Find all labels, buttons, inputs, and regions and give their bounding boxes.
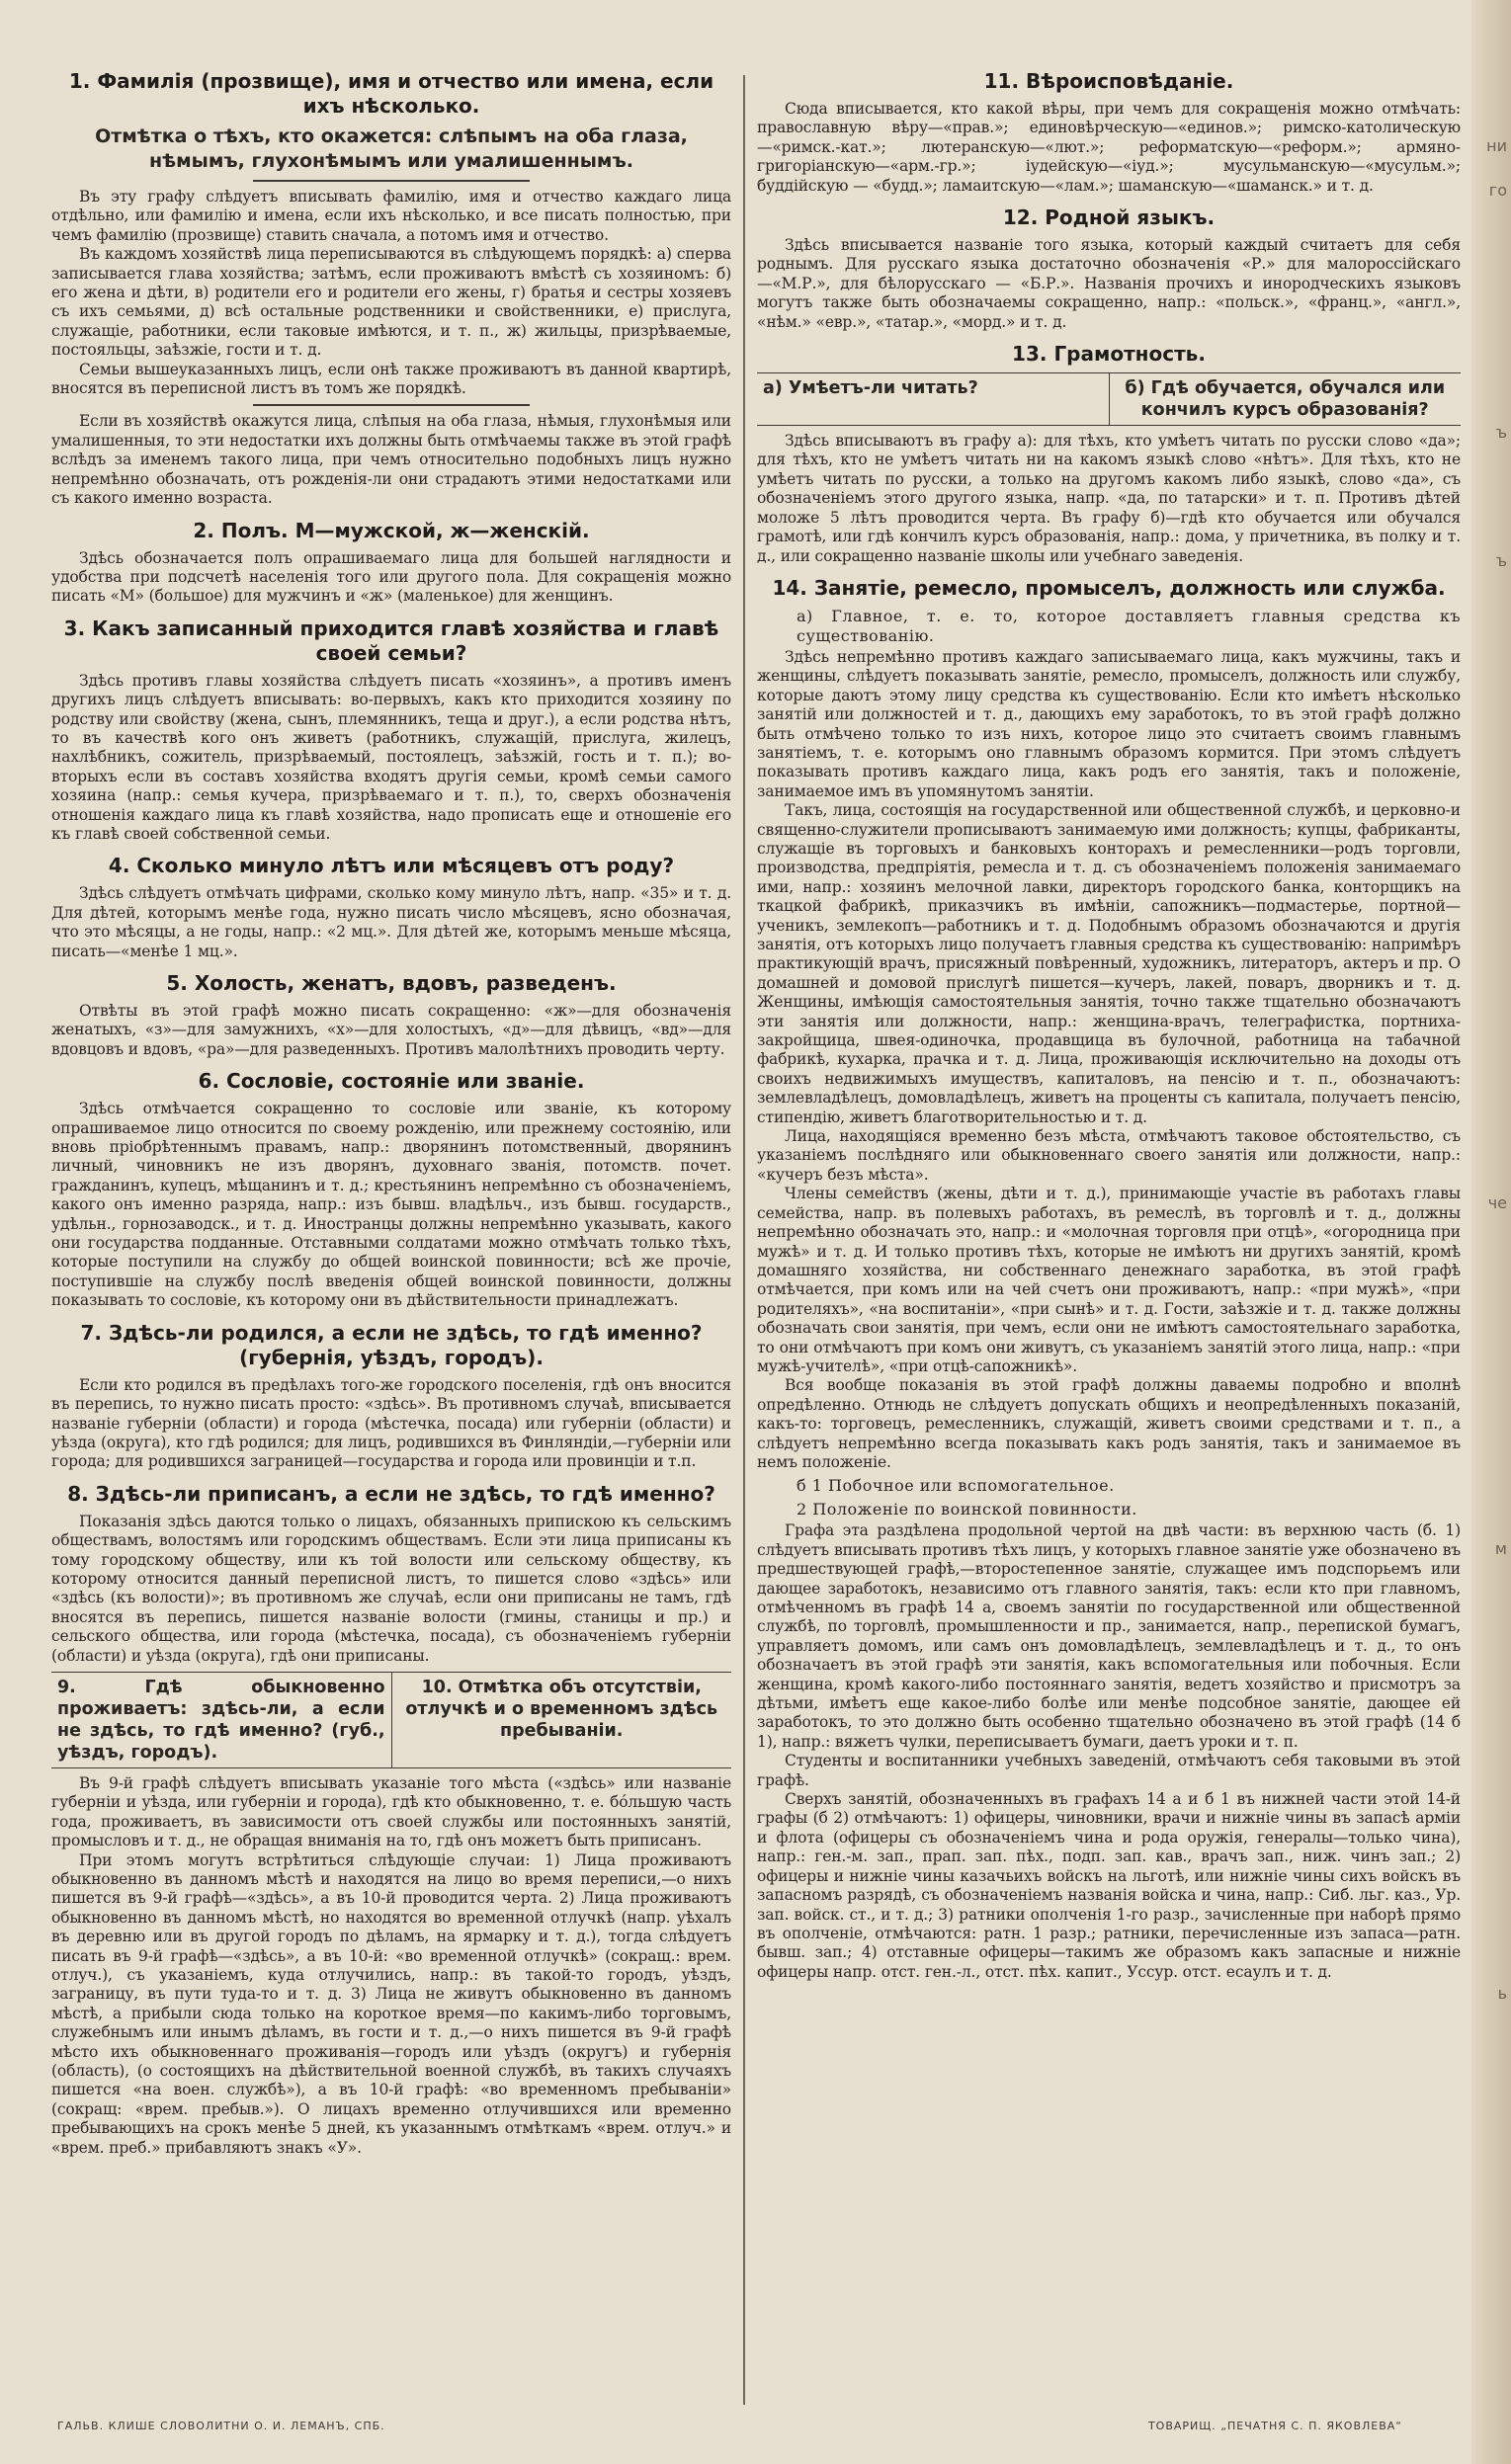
paragraph: Сверхъ занятій, обозначенныхъ въ графахъ 14 а и б 1 въ нижней части этой 14-й графы (б 2) отмѣчаютъ: 1) офицеры, чиновники, врачи и нижніе чины въ запасѣ арміи и флота (офицеры съ обозначеніемъ чина и рода оружія, генералы—только чина), напр.: ген.-м. зап., прап. зап. пѣх., подп. зап. кав., врачъ зап., ниж. чинъ зап.; 2) офицеры и нижніе чины казачьихъ войскъ на льготѣ, или нижніе чины сихъ войскъ въ запасномъ разрядѣ, съ обозначеніемъ названія войска и чина, напр.: Сиб. льг. каз., Ур. зап. войск. ст., и т. д.; 3) ратники ополченія 1-го разр., зачисленные при наборѣ прямо въ ополченіе, отмѣчаются: ратн. 1 разр.; ратники, перечисленные изъ запаса—ратн. бывш. зап.; 4) отставные офицеры—такимъ же образомъ какъ запасные и нижніе офицеры напр. отст. ген.-л., отст. пѣх. капит., Уссур. отст. есаулъ и т. д. xyxy=(757,1790,1461,1981)
paragraph: Вся вообще показанія въ этой графѣ должны даваемы подробно и вполнѣ опредѣленно. Отнюдь не слѣдуетъ допускать общихъ и неопредѣленныхъ показаній, какъ-то: торговецъ, ремесленникъ, служащій, живетъ своими средствами и т. п., а слѣдуетъ непремѣнно всегда показывать какъ родъ занятія, такъ и занимаемое въ немъ положеніе. xyxy=(757,1376,1461,1471)
section-14b2-subtitle: 2 Положеніе по воинской повинности. xyxy=(797,1500,1137,1519)
section-4-title: 4. Сколько минуло лѣтъ или мѣсяцевъ отъ роду? xyxy=(108,854,675,878)
section-9-10-header xyxy=(51,1672,731,1768)
margin-fragment: че xyxy=(1487,1193,1507,1212)
section-9-title: 9. Гдѣ обыкновенно проживаетъ: здѣсь-ли, а если не здѣсь, то гдѣ именно? (губ., уѣздъ, городъ). xyxy=(57,1677,385,1763)
paragraph: Здѣсь противъ главы хозяйства слѣдуетъ писать «хозяинъ», а противъ именъ другихъ лицъ слѣдуетъ вписывать: во-первыхъ, какъ кто приходится хозяину по родству или свойству (жена, сынъ, племянникъ, теща и друг.), а если родства нѣтъ, то въ качествѣ кого онъ живетъ (работникъ, служащій, прислуга, жилецъ, нахлѣбникъ, сожитель, призрѣваемый, постоялецъ, заѣзжій, гость и т. п.); во-вторыхъ если въ составъ хозяйства входятъ другія семьи, кромѣ семьи самого хозяина (напр.: семья кучера, призрѣваемаго и т. п.), то, сверхъ обозначенія отношенія каждаго лица къ главѣ хозяйства, надо прописать еще и отношеніе его къ главѣ своей собственной семьи. xyxy=(51,671,731,843)
section-13-title: 13. Грамотность. xyxy=(1012,342,1206,367)
section-7-title: 7. Здѣсь-ли родился, а если не здѣсь, то гдѣ именно? (губернія, уѣздъ, городъ). xyxy=(80,1320,703,1369)
paragraph: Семьи вышеуказанныхъ лицъ, если онѣ также проживаютъ въ данной квартирѣ, вносятся въ переписной листъ въ томъ же порядкѣ. xyxy=(51,360,731,398)
left-column xyxy=(51,69,731,2411)
paragraph: Показанія здѣсь даются только о лицахъ, обязанныхъ припискою къ сельскимъ обществамъ, волостямъ или городскимъ обществамъ. Если эти лица приписаны къ тому городскому обществу, или къ той волости или сельскому обществу, къ которому относится данный переписной листъ, то пишется слово «здѣсь» или «здѣсь (къ волости)»; въ противномъ же случаѣ, если они приписаны не тамъ, гдѣ вносятся въ перепись, пишется названіе волости (гмины, станицы и пр.) и сельского общества, или города (мѣстечка, посада), съ обозначеніемъ губерніи (области) и уѣзда (округа), гдѣ они приписаны. xyxy=(51,1512,731,1665)
rule xyxy=(253,180,530,182)
paragraph: Сюда вписывается, кто какой вѣры, при чемъ для сокращенія можно отмѣчать: православную вѣру—«прав.»; единовѣрческую—«единов.»; римско-католическую—«римск.-кат.»; лютеранскую—«лют.»; реформатскую—«реформ.»; армяно-григоріанскую—«арм.-гр.»; іудейскую—«іуд.»; мусульманскую—«мусульм.»; буддійскую — «будд.»; ламаитскую—«лам.»; шаманскую—«шаманск.» и т. д. xyxy=(757,100,1461,195)
paragraph: Здѣсь непремѣнно противъ каждаго записываемаго лица, какъ мужчины, такъ и женщины, слѣдуетъ показывать занятіе, ремесло, промыселъ, должность или службу, которые даютъ этому лицу средства къ существованію. Если кто имѣетъ нѣсколько занятій или должностей и т. д., дающихъ ему заработокъ, то въ этой графѣ должно быть отмѣчено только то изъ нихъ, которое лицо это считаетъ своимъ главнымъ занятіемъ, т. е. которымъ оно главнымъ образомъ кормится. При этомъ слѣдуетъ показывать противъ каждаго лица, какъ родъ его занятія, такъ и положеніе, занимаемое имъ въ упомянутомъ занятіи. xyxy=(757,647,1461,800)
section-8-title: 8. Здѣсь-ли приписанъ, а если не здѣсь, то гдѣ именно? xyxy=(67,1481,715,1506)
paragraph: Отвѣты въ этой графѣ можно писать сокращенно: «ж»—для обозначенія женатыхъ, «з»—для замужнихъ, «х»—для холостыхъ, «д»—для дѣвицъ, «вд»—для вдовцовъ и вдовъ, «ра»—для разведенныхъ. Противъ малолѣтнихъ проводить черту. xyxy=(51,1002,731,1058)
section-5-title: 5. Холость, женатъ, вдовъ, разведенъ. xyxy=(166,971,617,995)
section-13a-title: а) Умѣетъ-ли читать? xyxy=(763,378,978,399)
column-divider xyxy=(743,75,745,2405)
section-6-title: 6. Сословіе, состояніе или званіе. xyxy=(198,1069,585,1094)
paragraph: Здѣсь вписывается названіе того языка, который каждый считаетъ для себя роднымъ. Для русскаго языка достаточно обозначенія «Р.» для малороссійскаго—«М.Р.», для бѣлорусскаго — «Б.Р.». Названія прочихъ и инородческихъ языковъ могутъ также быть обозначаемы сокращенно, напр.: «польск.», «франц.», «англ.», «нѣм.» «евр.», «татар.», «морд.» и т. д. xyxy=(757,236,1461,331)
paragraph: Если въ хозяйствѣ окажутся лица, слѣпыя на оба глаза, нѣмыя, глухонѣмыя или умалишенныя, то эти недостатки ихъ должны быть отмѣчаемы также въ этой графѣ вслѣдъ за именемъ такого лица, при чемъ относительно подобныхъ лицъ нужно непремѣнно обозначать, отъ рожденія-ли они страдаютъ этими недостатками или съ какого именно возраста. xyxy=(51,412,731,508)
paragraph: Въ каждомъ хозяйствѣ лица переписываются въ слѣдующемъ порядкѣ: а) сперва записывается глава хозяйства; затѣмъ, если проживаютъ вмѣстѣ съ хозяиномъ: б) его жена и дѣти, в) родители его и родители его жены, г) братья и сестры хозяевъ съ ихъ семьями, д) всѣ остальные родственники и свойственники, е) прислуга, служащіе, работники, если таковые имѣются, и т. п., ж) жильцы, призрѣваемые, постояльцы, заѣзжіе, гости и т. д. xyxy=(51,245,731,360)
section-11-title: 11. Вѣроисповѣданіе. xyxy=(983,69,1234,93)
margin-fragment: м xyxy=(1494,1539,1507,1558)
paragraph: Въ эту графу слѣдуетъ вписывать фамилію, имя и отчество каждаго лица отдѣльно, или фамилію и имена, если ихъ нѣсколько, и все писать полностью, при чемъ фамилію (прозвище) ставить сначала, а потомъ имя и отчество. xyxy=(51,188,731,244)
margin-fragment: ъ xyxy=(1495,551,1507,570)
section-1-title: 1. Фамилія (прозвище), имя и отчество или имена, если ихъ нѣсколько. xyxy=(68,69,714,118)
printer-credit-right: ТОВАРИЩ. „ПЕЧАТНЯ С. П. ЯКОВЛЕВА“ xyxy=(1147,2420,1402,2432)
section-14a-subtitle: а) Главное, т. е. то, которое доставляетъ главныя средства къ существованію. xyxy=(797,606,1461,645)
margin-fragment: ни xyxy=(1486,136,1507,155)
paragraph: Здѣсь слѣдуетъ отмѣчать цифрами, сколько кому минуло лѣтъ, напр. «35» и т. д. Для дѣтей, которымъ менѣе года, нужно писать число мѣсяцевъ, ясно обозначая, что это мѣсяцы, а не годы, напр.: «2 мц.». Для дѣтей же, которымъ меньше мѣсяца, писать—«менѣе 1 мц.». xyxy=(51,884,731,960)
paragraph: Лица, находящіяся временно безъ мѣста, отмѣчаютъ таковое обстоятельство, съ указаніемъ послѣдняго или обыкновеннаго своего занятія или должности, напр.: «кучеръ безъ мѣста». xyxy=(757,1127,1461,1184)
paragraph: Члены семействъ (жены, дѣти и т. д.), принимающіе участіе въ работахъ главы семейства, напр. въ полевыхъ работахъ, въ ремеслѣ, въ торговлѣ и т. д., должны непремѣнно обозначать это, напр.: и «молочная торговля при отцѣ», «огородница при мужѣ» и т. д. И только противъ тѣхъ, которые не имѣютъ ни другихъ занятій, кромѣ домашняго хозяйства, ни собственнаго денежнаго заработка, въ этой графѣ отмѣчается, при комъ или на чей счетъ они проживаютъ, напр.: «при мужѣ», «при родителяхъ», «на воспитаніи», «при сынѣ» и т. д. Гости, заѣзжіе и т. д. также должны обозначать свои занятія, при чемъ, если они не имѣютъ самостоятельнаго заработка, то они отмѣчаютъ при комъ они живутъ, съ указаніемъ занятій этого лица, напр.: «при мужѣ-учителѣ», «при отцѣ-сапожникѣ». xyxy=(757,1185,1461,1375)
section-13-header xyxy=(757,372,1461,426)
page-edge xyxy=(1471,0,1511,2464)
paragraph: Здѣсь обозначается полъ опрашиваемаго лица для большей наглядности и удобства при подсчетѣ населенія того или другого пола. Для сокращенія можно писать «М» (большое) для мужчинъ и «ж» (маленькое) для женщинъ. xyxy=(51,548,731,606)
printer-credit-left: ГАЛЬВ. КЛИШЕ СЛОВОЛИТНИ О. И. ЛЕМАНЪ, СПБ. xyxy=(57,2420,385,2432)
margin-fragment: ъ xyxy=(1495,423,1507,442)
section-3-title: 3. Какъ записанный приходится главѣ хозяйства и главѣ своей семьи? xyxy=(63,616,719,665)
paragraph: Здѣсь отмѣчается сокращенно то сословіе или званіе, къ которому опрашиваемое лицо относится по своему рожденію, или прежнему состоянію, или вновь пріобрѣтеннымъ правамъ, напр.: дворянинъ потомственный, дворянинъ личный, чиновникъ не изъ дворянъ, духовнаго званія, потомств. почет. гражданинъ, купецъ, мѣщанинъ и т. д.; крестьянинъ непремѣнно съ обозначеніемъ, какого онъ именно разряда, напр.: изъ бывш. владѣльч., изъ бывш. государств., удѣльн., горнозаводск., и т. д. Иностранцы должны непремѣнно указывать, какого они государства подданные. Отставными солдатами можно отмѣчать только тѣхъ, которые поступили на службу до общей воинской повинности; всѣ же прочіе, поступившіе на службу послѣ введенія общей воинской повинности, должны показывать то сословіе, къ которому они въ дѣйствительности принадлежатъ. xyxy=(51,1100,731,1310)
paragraph: Такъ, лица, состоящія на государственной или общественной службѣ, и церковно-и священно-служители прописываютъ занимаемую ими должность; купцы, фабриканты, служащіе въ торговыхъ и банковыхъ конторахъ и ремесленники—родъ торговли, производства, предпріятія, ремесла и т. д. съ обозначеніемъ положенія занимаемаго ими, напр.: хозяинъ мелочной лавки, директоръ городского банка, конторщикъ на ткацкой фабрикѣ, приказчикъ въ имѣніи, сапожникъ—подмастерье, портной—ученикъ, землекопъ—работникъ и т. д. Подобнымъ образомъ обозначаются и другія занятія, отъ которыхъ лицо получаетъ главныя средства къ существованію: напримѣръ практикующій врачъ, присяжный повѣренный, художникъ, литераторъ, актеръ и пр. О домашней и домовой прислугѣ пишется—кучеръ, лакей, поваръ, дворникъ и т. д. Женщины, имѣющія самостоятельныя занятія, точно также тщательно обозначаютъ эти занятія или должности, напр.: женщина-врачъ, телеграфистка, портниха-закройщица, швея-одиночка, продавщица въ булочной, работница на табачной фабрикѣ, кухарка, прачка и т. д. Лица, проживающія исключительно на доходы отъ своихъ недвижимыхъ имуществъ, капиталовъ, на пенсію и т. п., обозначаютъ: землевладѣлецъ, домовладѣлецъ, живетъ на проценты съ капитала, получаетъ пенсію, стипендію, живетъ благотворительностью и т. д. xyxy=(757,801,1461,1126)
section-14b1-subtitle: б 1 Побочное или вспомогательное. xyxy=(797,1476,1115,1496)
margin-fragment: ь xyxy=(1497,1984,1507,2003)
section-13b-title: б) Гдѣ обучается, обучался или кончилъ курсъ образованія? xyxy=(1109,373,1462,425)
rule xyxy=(253,404,530,406)
section-10-title: 10. Отмѣтка объ отсутствіи, отлучкѣ и о временномъ здѣсь пребываніи. xyxy=(391,1673,732,1767)
paragraph: При этомъ могутъ встрѣтиться слѣдующіе случаи: 1) Лица проживаютъ обыкновенно въ данномъ мѣстѣ и находятся на лицо во время переписи,—о нихъ пишется въ 9-й графѣ—«здѣсь», а въ 10-й проводится черта. 2) Лица проживаютъ обыкновенно въ данномъ мѣстѣ, но находятся во временной отлучкѣ (напр. уѣхалъ въ деревню или въ другой городъ по дѣламъ, на ярмарку и т. д.), тогда слѣдуетъ писать въ 9-й графѣ—«здѣсь», а въ 10-й: «во временной отлучкѣ» (сокращ.: врем. отлуч.), съ указаніемъ, куда отлучились, напр.: въ такой-то городъ, уѣздъ, заграницу, въ пути туда-то и т. д. 3) Лица не живутъ обыкновенно въ данномъ мѣстѣ, а прибыли сюда только на короткое время—по какимъ-либо торговымъ, служебнымъ или инымъ дѣламъ, въ гости и т. д.,—о нихъ пишется въ 9-й графѣ мѣсто ихъ обыкновеннаго проживанія—городъ или уѣздъ (округъ) и губернія (область), (о состоящихъ на дѣйствительной военной службѣ, въ такихъ случаяхъ пишется «на воен. службѣ»), а въ 10-й графѣ: «во временномъ пребываніи» (сокращ: «врем. пребыв.»). О лицахъ временно отлучившихся или временно пребывающихъ на срокъ менѣе 5 дней, къ указаннымъ отмѣткамъ «врем. отлуч.» и «врем. преб.» прибавляютъ знакъ «У». xyxy=(51,1850,731,2157)
section-2-title: 2. Полъ. М—мужской, ж—женскій. xyxy=(193,518,590,542)
paragraph: Студенты и воспитанники учебныхъ заведеній, отмѣчаютъ себя таковыми въ этой графѣ. xyxy=(757,1752,1461,1789)
paragraph: Графа эта раздѣлена продольной чертой на двѣ части: въ верхнюю часть (б. 1) слѣдуетъ вписывать противъ тѣхъ лицъ, у которыхъ главное занятіе уже обозначено въ предшествующей графѣ,—второстепенное занятіе, служащее имъ подспорьемъ или дающее заработокъ, независимо отъ главного занятія, такъ: если кто при главномъ, отмѣченномъ въ графѣ 14 а, своемъ занятіи по государственной или общественной службѣ, по торговлѣ, промышленности и пр., занимается, напр., перепиской бумагъ, управляетъ домомъ, или самъ онъ домовладѣлецъ, землевладѣлецъ и т. д., то онъ обозначаетъ въ этой графѣ эти занятія, какъ вспомогательныя или побочныя. Если женщина, кромѣ какого-либо постояннаго занятія, ведетъ хозяйство и присмотръ за дѣтьми, имѣетъ еще какое-либо болѣе или менѣе подсобное занятіе, дающее ей заработокъ, то это должно быть особенно тщательно обозначено въ этой графѣ (14 б 1), напр.: вяжетъ чулки, переписываетъ бумаги, даетъ уроки и т. п. xyxy=(757,1521,1461,1751)
paragraph: Здѣсь вписываютъ въ графу а): для тѣхъ, кто умѣетъ читать по русски слово «да»; для тѣхъ, кто не умѣетъ читать ни на какомъ языкѣ слово «нѣтъ». Для тѣхъ, кто не умѣетъ читать по русски, а только на другомъ какомъ либо языкѣ, слово «да», съ обозначеніемъ этого другого языка, напр. «да, по татарски» и т. п. Противъ дѣтей моложе 5 лѣтъ проводится черта. Въ графу б)—гдѣ кто обучается или обучался грамотѣ, или гдѣ кончилъ курсъ образованія, напр.: дома, у причетника, въ полку и т. д., или сокращенно названіе школы или учебнаго заведенія. xyxy=(757,432,1461,565)
right-column xyxy=(757,69,1461,2411)
section-12-title: 12. Родной языкъ. xyxy=(1002,205,1216,230)
paragraph: Въ 9-й графѣ слѣдуетъ вписывать указаніе того мѣста («здѣсь» или названіе губерніи и уѣзда, или губерніи и города), гдѣ кто обыкновенно, т. е. бо́льшую часть года, проживаетъ, въ зависимости отъ своей службы или постоянныхъ занятій, промысловъ и т. д., не обращая вниманія на то, гдѣ онъ можетъ быть приписанъ. xyxy=(51,1773,731,1850)
paragraph: Если кто родился въ предѣлахъ того-же городского поселенія, гдѣ онъ вносится въ перепись, то нужно писать просто: «здѣсь». Въ противномъ случаѣ, вписывается названіе губерніи (области) и города (мѣстечка, посада) или губерніи (области) и уѣзда (округа), кто гдѣ родился; для лицъ, родившихся въ Финляндіи,—губерніи или города; для родившихся заграницей—государства и города или провинціи и т.п. xyxy=(51,1375,731,1471)
section-14-title: 14. Занятіе, ремесло, промыселъ, должность или служба. xyxy=(772,575,1446,600)
margin-fragment: го xyxy=(1488,181,1507,200)
section-1-note: Отмѣтка о тѣхъ, кто окажется: слѣпымъ на оба глаза, нѣмымъ, глухонѣмымъ или умалишеннымъ. xyxy=(95,125,688,172)
